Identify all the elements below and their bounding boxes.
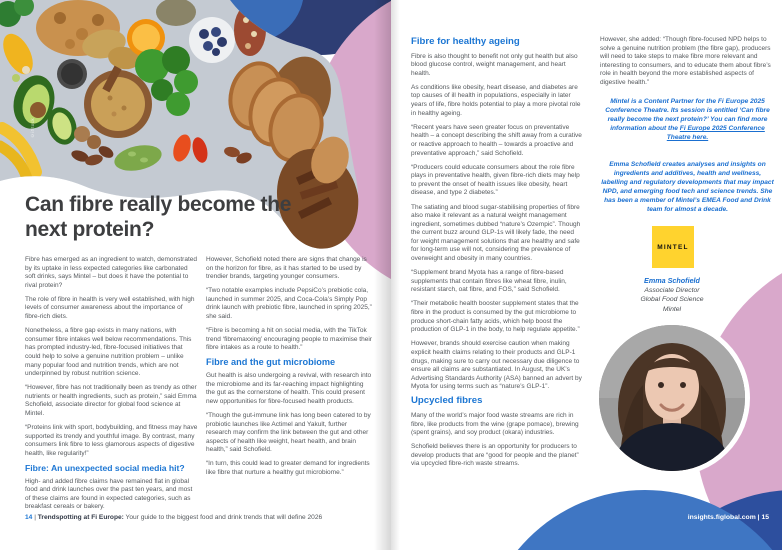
- author-caption: [597, 276, 747, 314]
- page-gutter-shadow: [374, 0, 391, 550]
- paragraph: As conditions like obesity, heart disease, and diabetes are top causes of ill health in populations, especially in later years of life, fibre holds potential to play a more pivotal role in healthy ageing.: [411, 83, 581, 117]
- paragraph: “Proteins link with sport, bodybuilding, and fitness may have supported its trendy and youthful image. By contrast, many consumers link fibre to less glamorous aspects of digestive health, like regularity!”: [25, 424, 198, 457]
- paragraph: “In turn, this could lead to greater demand for ingredients like fibre that nurture a healthy gut microbiome.”: [206, 460, 370, 476]
- portrait-photo: [594, 320, 750, 476]
- article-title: Can fibre really become the next protein?: [25, 193, 292, 241]
- right-column-1: [411, 36, 583, 475]
- paragraph: However, Schofield noted there are signs that change is on the horizon for fibre, as it has started to be used by trendier brands, targeting younger consumers.: [206, 256, 367, 281]
- section-heading-social-media: Fibre: An unexpected social media hit?: [25, 462, 185, 473]
- photo-credit: ©iStock: [30, 118, 35, 139]
- author-department: Global Food Science: [640, 296, 704, 303]
- paragraph: However, brands should exercise caution when making explicit health claims relating to their products and GLP-1 drugs, making sure to carry out necessary due diligence to ensure all claims are substantiated. In August, the UK’s Advertising Standards Authority (ASA) banned an advert by Myota for using terms such as “nature’s GLP-1”.: [411, 340, 582, 391]
- paragraph: However, she added: “Though fibre-focused NPD helps to solve a genuine nutrition problem (the fibre gap), producers will need to take steps to make fibre more relevant and interesting to consumers, and to educate them about fibre’s role in health beyond the more established aspects of digestive health.”: [600, 36, 771, 86]
- paragraph: Gut health is also undergoing a revival, with research into the microbiome and its far-reaching impact highlighting the gut as the cornerstone of health. This could present new opportunities for fibre-focused health products.: [206, 372, 372, 405]
- right-column-2: [600, 36, 775, 93]
- paragraph: Many of the world’s major food waste streams are rich in fibre, like products from the wine (grape pomace), brewing (spent grains), and soy product (okara) industries.: [411, 411, 579, 437]
- author-bio: Emma Schofield creates analyses and insights on ingredients and additives, health and wellness, labelling and regulatory developments that may impact NPD, and emerging food tech and science trends. She has been a member of Mintel’s EMEA Food and Drink team for almost a decade.: [601, 161, 774, 213]
- paragraph: High- and added fibre claims have remained flat in global food and drink launches over the past ten years, and most of these claims are found in expected categories, such as breakfast cereals or bakery.: [25, 477, 193, 511]
- conference-promo: [600, 97, 775, 142]
- paragraph: The role of fibre in health is very well established, with high levels of consumer awareness about the importance of fibre-rich diets.: [25, 295, 195, 321]
- promo-text: Mintel is a Content Partner for the Fi Europe 2025 Conference Theatre. Its session is entitled ‘Can fibre really become the next protein?’ You can find more information about the: [605, 98, 770, 132]
- author-company: Mintel: [662, 305, 682, 313]
- paragraph: “Two notable examples include PepsiCo’s prebiotic cola, launched in summer 2025, and Coca-Cola’s Simply Pop drink launch with prebiotic fibre, launched in spring 2025,” she said.: [206, 287, 372, 321]
- paragraph: Fibre is also thought to benefit not only gut health but also blood glucose control, weight management, and heart health.: [411, 52, 578, 77]
- footer-publication-title: Trendspotting at Fi Europe:: [37, 514, 124, 521]
- footer-separator-glyph: |: [34, 514, 36, 521]
- paragraph: Fibre has emerged as an ingredient to watch, demonstrated by its uptake in less expected categories like carbonated soft drinks, says Mintel – but does it have the potential to rival protein?: [25, 256, 197, 289]
- page-gutter-shadow-right: [391, 0, 400, 550]
- left-page-footer: [25, 514, 395, 521]
- paragraph: “However, fibre has not traditionally been as trendy as other nutrients or health ingredients, such as protein,” said Emma Schofield, associate director for global food science at Mintel.: [25, 384, 197, 417]
- page-number-left: 14: [25, 514, 33, 521]
- paragraph: Nonetheless, a fibre gap exists in many nations, with consumer fibre intakes well below recommendations. This has prompted industry-led, fibre-focused initiatives that could help to solve a genuine nutrition problem – unlike many popular food and nutrition trends, which are not underpinned by robust nutrition science.: [25, 327, 192, 378]
- paragraph: “Their metabolic health booster supplement states that the fibre in the product is consumed by the gut microbiome to produce short-chain fatty acids, which help boost the production of GLP-1 in the body, to help regulate appetite.”: [411, 300, 580, 334]
- paragraph: “Though the gut-immune link has long been catered to by probiotic launches like Actimel and Yakult, further research may confirm the link between the gut and other aspects of health like weight, heart health, and brain health,” said Schofield.: [206, 411, 371, 454]
- author-name: Emma Schofield: [644, 276, 700, 285]
- conference-theatre-link[interactable]: Fi Europe 2025 Conference Theatre here.: [666, 125, 765, 141]
- page-number-right: 15: [761, 514, 769, 521]
- right-page: [391, 0, 782, 550]
- section-heading-upcycled-fibres: Upcycled fibres: [411, 395, 483, 407]
- paragraph: “Supplement brand Myota has a range of fibre-based supplements that contain fibres like wheat fibre, inulin, resistant starch, oat fibre, and FOS,” said Schofield.: [411, 269, 567, 294]
- left-column-1: [25, 256, 199, 517]
- footer-separator: |: [755, 514, 762, 521]
- right-page-footer: [591, 514, 769, 521]
- mintel-logo: MINTEL: [652, 226, 694, 268]
- paragraph: The satiating and blood sugar-stabilising properties of fibre also make it relevant as a natural weight management ingredient, sometimes dubbed “nature’s Ozempic”. Though the current buzz around GLP-1s will likely fade, the need for weight management solutions that are healthy and safe for long-term use will not, considering the prevalence of overweight and obesity in many countries.: [411, 203, 581, 263]
- footer-tagline: Your guide to the biggest food and drink trends that will define 2026: [123, 514, 323, 521]
- portrait-illustration: [599, 325, 745, 471]
- footer-site: insights.figlobal.com: [687, 514, 756, 521]
- paragraph: Schofield believes there is an opportunity for producers to develop products that are “good for people and the planet” via upcycled fibre-rich waste streams.: [411, 443, 579, 468]
- paragraph: “Producers could educate consumers about the role fibre plays in preventative health, given fibre-rich diets may help to prevent the onset of health issues like obesity, heart disease, and type 2 diabetes.”: [411, 163, 580, 197]
- author-role: Associate Director: [644, 286, 700, 294]
- paragraph: “Recent years have seen greater focus on preventative health – a concept describing the shift away from a curative or reactive approach to health – towards a proactive and preventative approach,” said Schofield.: [411, 123, 582, 157]
- section-heading-gut-microbiome: Fibre and the gut microbiome: [206, 357, 336, 368]
- left-column-2: [206, 256, 372, 483]
- paragraph: “Fibre is becoming a hit on social media, with the TikTok trend ‘fibremaxxing’ encouraging people to maximise their fibre intakes as a route to health.”: [206, 327, 372, 352]
- section-heading-healthy-ageing: Fibre for healthy ageing: [411, 36, 520, 47]
